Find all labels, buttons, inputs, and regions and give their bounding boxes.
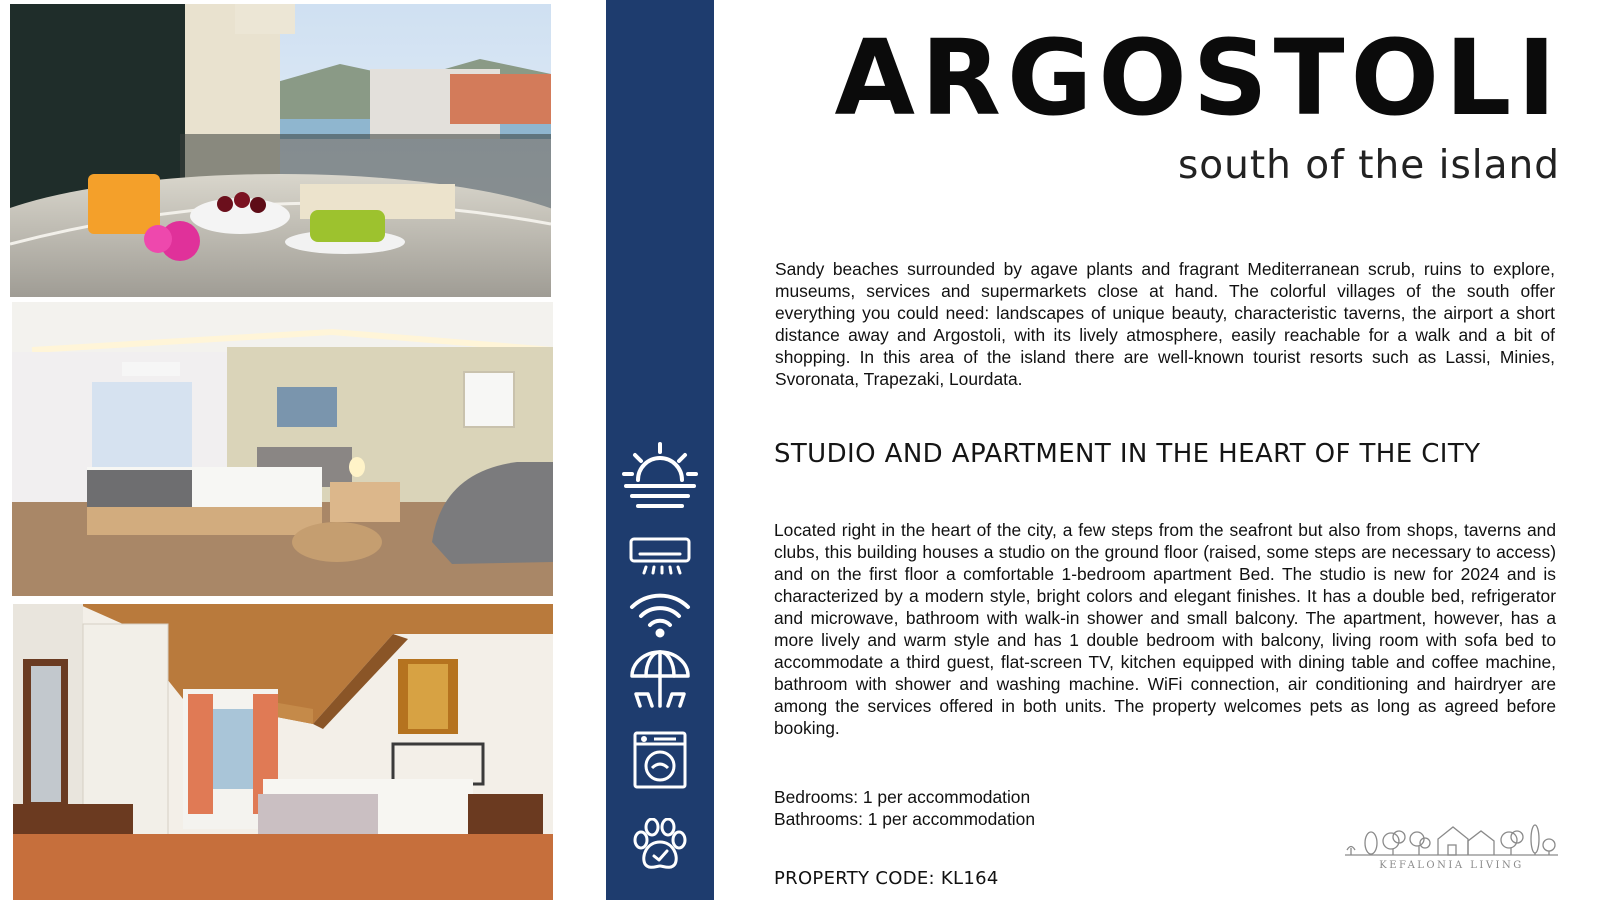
amenities-band [606,0,714,900]
bathrooms-fact: Bathrooms: 1 per accommodation [774,809,1035,829]
kefalonia-living-logo [1343,815,1560,875]
wifi-icon [606,592,714,638]
page-subtitle: south of the island [1177,143,1560,188]
property-description: Located right in the heart of the city, a few steps from the seafront but also from shops, taverns and clubs, this building houses a studio on the ground floor (raised, some steps are necessary to access) and on the first floor a comfortable 1-bedroom apartment Bed. The studio is new for 2024 and is characterized by a modern style, bright colors and elegant finishes. It has a double bed, refrigerator and microwave, bathroom with walk-in shower and small balcony. The apartment, however, has a more lively and warm style and has 1 double bedroom with balcony, living room with sofa bed to accommodate a third guest, flat-screen TV, kitchen equipped with dining table and coffee machine, bathroom with shower and washing machine. WiFi connection, air conditioning and hairdryer are among the services offered in both units. The property welcomes pets as long as agreed before booking. [774,520,1556,738]
balcony-breakfast-photo [10,4,551,297]
sunset-icon [606,440,714,510]
logo-wordmark: KEFALONIA LIVING [1379,860,1524,871]
bedrooms-fact: Bedrooms: 1 per accommodation [774,787,1031,807]
beach-umbrella-icon [606,648,714,710]
section-heading: STUDIO AND APARTMENT IN THE HEART OF THE CITY [774,439,1481,469]
page-title: ARGOSTOLI [834,17,1562,139]
room-facts [774,786,1035,830]
modern-bedroom-photo [12,302,553,596]
air-conditioner-icon [606,536,714,576]
property-code: PROPERTY CODE: KL164 [774,868,999,889]
attic-bedroom-photo [13,604,553,900]
washing-machine-icon [606,730,714,790]
area-description: Sandy beaches surrounded by agave plants and fragrant Mediterranean scrub, ruins to explore, museums, services and supermarkets close at hand. The colorful villages of the south offer everything you could need: landscapes of unique beauty, characteristic taverns, the airport a short distance away and Argostoli, with its lively atmosphere, easily reachable for a walk and a bit of shopping. In this area of the island there are well-known tourist resorts such as Lassi, Minies, Svoronata, Trapezaki, Lourdata. [775,259,1555,389]
pet-paw-icon [606,818,714,872]
